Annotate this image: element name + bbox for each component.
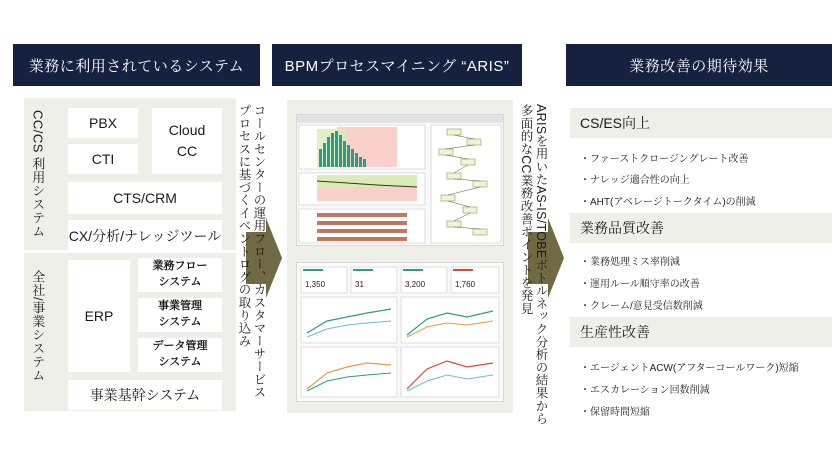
effect-item: ・業務処理ミス率削減 bbox=[580, 257, 680, 268]
effect-item: ・AHT(アベレージトークタイム)の削減 bbox=[580, 197, 756, 208]
kpi-value-1: 1,350 bbox=[305, 280, 326, 289]
gyomu-flow-box: 業務フロー システム bbox=[138, 258, 222, 292]
effect-item: ・ファーストクロージングレート改善 bbox=[580, 154, 749, 165]
jigyo-kanri-box: 事業管理 システム bbox=[138, 298, 222, 332]
effect-title-cs-es: CS/ES向上 bbox=[570, 108, 832, 138]
effect-item: ・保留時間短縮 bbox=[580, 407, 650, 418]
kpi-value-4: 1,760 bbox=[455, 280, 476, 289]
cti-box: CTI bbox=[68, 144, 138, 174]
arrow-text-second: ARISを用いたAS-IS/TOBEボトルネック分析の結果から多面的なCC業務改善ポイントを発見 bbox=[519, 104, 548, 425]
cc-label: CC/CS 利用システム bbox=[30, 110, 46, 239]
header-effects: 業務改善の期待効果 bbox=[566, 44, 832, 86]
cx-box: CX/分析/ナレッジツール bbox=[68, 220, 222, 252]
pbx-box: PBX bbox=[68, 108, 138, 138]
header-aris: BPMプロセスマイニング “ARIS” bbox=[272, 44, 522, 86]
effect-title-quality: 業務品質改善 bbox=[570, 213, 832, 243]
effect-item: ・クレーム/意見受信数削減 bbox=[580, 301, 703, 312]
data-kanri-box: データ管理 システム bbox=[138, 338, 222, 372]
arrow-text-first: コールセンターの運用フロー、カスタマーサービスプロセスに基づくイベントログの取り込み bbox=[237, 104, 266, 399]
kpi-value-2: 31 bbox=[355, 280, 364, 289]
kpi-value-3: 3,200 bbox=[405, 280, 426, 289]
header-systems: 業務に利用されているシステム bbox=[13, 44, 260, 86]
effect-item: ・ナレッジ適合性の向上 bbox=[580, 175, 690, 186]
cts-crm-box: CTS/CRM bbox=[68, 182, 222, 214]
kikan-box: 事業基幹システム bbox=[68, 380, 222, 410]
erp-box: ERP bbox=[68, 260, 130, 372]
dashboard-screenshot bbox=[296, 262, 504, 402]
effect-item: ・エージェントACW(アフターコールワーク)短縮 bbox=[580, 363, 799, 374]
effect-item: ・運用ルール順守率の改善 bbox=[580, 279, 700, 290]
cloud-cc-box: Cloud CC bbox=[152, 108, 222, 174]
effect-item: ・エスカレーション回数削減 bbox=[580, 385, 710, 396]
effect-title-productivity: 生産性改善 bbox=[570, 317, 832, 347]
process-mining-screenshot bbox=[296, 114, 504, 246]
corp-label: 全社/事業システム bbox=[30, 270, 46, 383]
